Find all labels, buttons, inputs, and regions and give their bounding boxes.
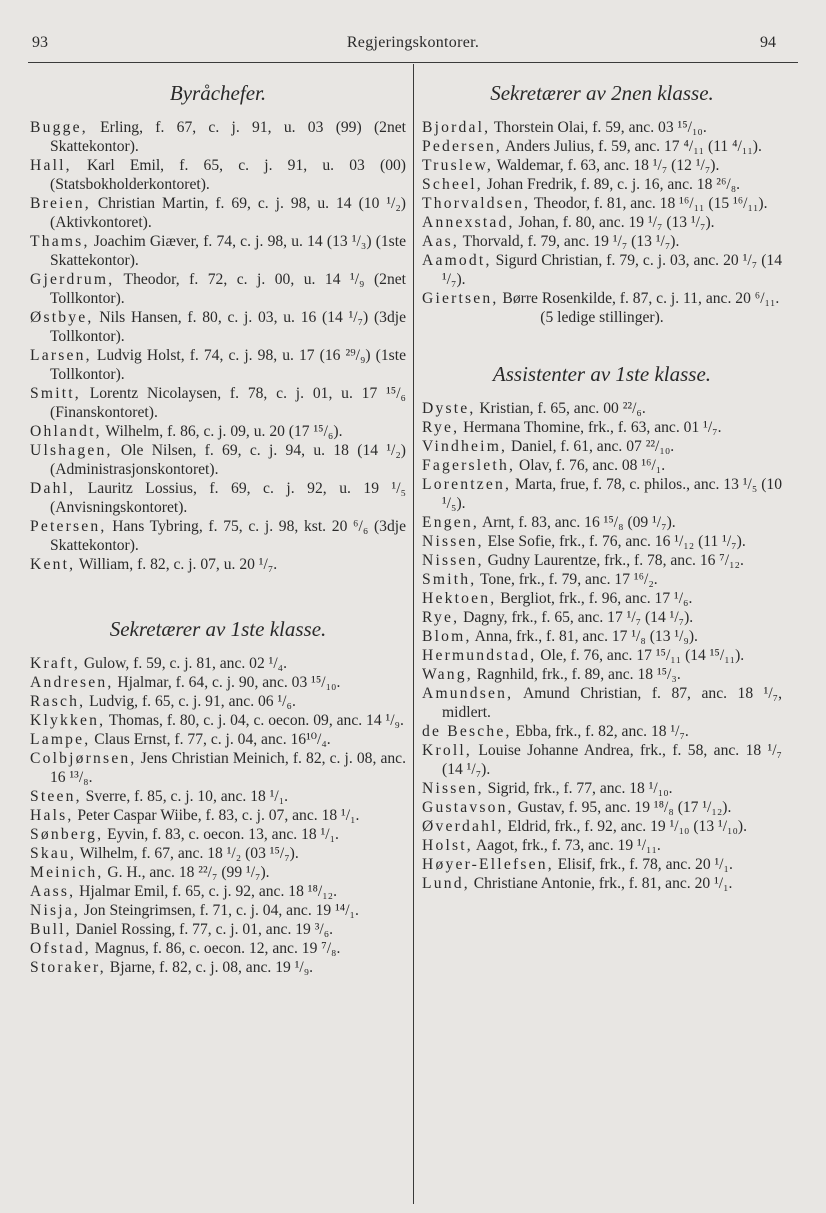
- entry-details: Johan, f. 80, anc. 19 ¹/₇ (13 ¹/₇).: [514, 214, 715, 231]
- section-title-byrachefer: Byråchefer.: [169, 81, 267, 105]
- entry-details: Ludvig, f. 65, c. j. 91, anc. 06 ¹/₆.: [85, 693, 296, 710]
- entry-details: Bjarne, f. 82, c. j. 08, anc. 19 ¹/₉.: [105, 959, 314, 976]
- entry-surname: Truslew,: [422, 157, 494, 174]
- list-entry: [30, 901, 406, 920]
- section-spacer: [422, 327, 782, 359]
- entry-surname: Bjordal,: [422, 119, 491, 136]
- entry-details: Karl Emil, f. 65, c. j. 91, u. 03 (00) (Statsbokholderkontoret).: [50, 157, 406, 193]
- list-entry: [30, 920, 406, 939]
- header-rule: [28, 62, 798, 63]
- list-entry: [30, 118, 406, 156]
- entry-surname: Aas,: [422, 233, 459, 250]
- list-entry: [30, 958, 406, 977]
- section-spacer: [30, 574, 406, 614]
- entry-details: Hermana Thomine, frk., f. 63, anc. 01 ¹/₇.: [459, 419, 722, 436]
- page-number-right: 94: [760, 34, 776, 51]
- entry-surname: Klykken,: [30, 712, 106, 729]
- list-entry: [422, 646, 782, 665]
- list-entry: [422, 232, 782, 251]
- list-entry: [422, 475, 782, 513]
- list-entry: [422, 836, 782, 855]
- list-entry: [422, 532, 782, 551]
- entry-surname: Kent,: [30, 556, 76, 573]
- sekretaerer-1ste-list: [30, 654, 406, 977]
- list-entry: [30, 270, 406, 308]
- entry-details: Waldemar, f. 63, anc. 18 ¹/₇ (12 ¹/₇).: [493, 157, 720, 174]
- entry-details: Louise Johanne Andrea, frk., f. 58, anc. 18 ¹/₇ (14 ¹/₇).: [442, 742, 782, 778]
- entry-surname: Aass,: [30, 883, 76, 900]
- entry-surname: Ofstad,: [30, 940, 91, 957]
- entry-surname: Aamodt,: [422, 252, 492, 269]
- entry-surname: Dyste,: [422, 400, 476, 417]
- list-entry: [422, 798, 782, 817]
- entry-details: Kristian, f. 65, anc. 00 ²²/₆.: [475, 400, 646, 417]
- entry-surname: Larsen,: [30, 347, 92, 364]
- list-entry: [422, 855, 782, 874]
- entry-surname: Fagersleth,: [422, 457, 516, 474]
- entry-details: Wilhelm, f. 67, anc. 18 ¹/₂ (03 ¹⁵/₇).: [76, 845, 299, 862]
- entry-details: Amund Christian, f. 87, anc. 18 ¹/₇, midlert.: [442, 685, 782, 721]
- entry-surname: Ulshagen,: [30, 442, 113, 459]
- section-title-sekretaerer-1ste: Sekretærer av 1ste klasse.: [109, 617, 327, 641]
- vacancy-note: (5 ledige stillinger).: [540, 309, 664, 326]
- entry-surname: Lund,: [422, 875, 470, 892]
- list-entry: [422, 874, 782, 893]
- entry-details: Theodor, f. 81, anc. 18 ¹⁶/₁₁ (15 ¹⁶/₁₁).: [530, 195, 768, 212]
- list-entry: [422, 175, 782, 194]
- entry-surname: Colbjørnsen,: [30, 750, 137, 767]
- list-entry: [422, 608, 782, 627]
- entry-surname: Petersen,: [30, 518, 107, 535]
- entry-details: Anders Julius, f. 59, anc. 17 ⁴/₁₁ (11 ⁴/₁₁).: [502, 138, 762, 155]
- entry-details: Sigurd Christian, f. 79, c. j. 03, anc. 20 ¹/₇ (14 ¹/₇).: [442, 252, 782, 288]
- entry-details: G. H., anc. 18 ²²/₇ (99 ¹/₇).: [103, 864, 270, 881]
- entry-details: Christiane Antonie, frk., f. 81, anc. 20 ¹/₁.: [469, 875, 733, 892]
- entry-surname: Høyer-Ellefsen,: [422, 856, 554, 873]
- entry-details: Ragnhild, frk., f. 89, anc. 18 ¹⁵/₃.: [472, 666, 681, 683]
- assistenter-1ste-list: [422, 399, 782, 893]
- entry-details: Dagny, frk., f. 65, anc. 17 ¹/₇ (14 ¹/₇).: [459, 609, 694, 626]
- entry-surname: Andresen,: [30, 674, 114, 691]
- entry-details: Ebba, frk., f. 82, anc. 18 ¹/₇.: [511, 723, 689, 740]
- list-entry: [422, 513, 782, 532]
- list-entry: [422, 156, 782, 175]
- entry-details: Else Sofie, frk., f. 76, anc. 16 ¹/₁₂ (11 ¹/₇).: [483, 533, 746, 550]
- list-entry: [422, 779, 782, 798]
- list-entry: [30, 825, 406, 844]
- entry-surname: Thorvaldsen,: [422, 195, 531, 212]
- entry-surname: Øverdahl,: [422, 818, 504, 835]
- section-title-assistenter-1ste: Assistenter av 1ste klasse.: [492, 362, 712, 386]
- entry-surname: Skau,: [30, 845, 77, 862]
- entry-details: Ole Nilsen, f. 69, c. j. 94, u. 18 (14 ¹/₂) (Administrasjonskontoret).: [50, 442, 406, 478]
- entry-details: Sverre, f. 85, c. j. 10, anc. 18 ¹/₁.: [81, 788, 289, 805]
- entry-details: Nils Hansen, f. 80, c. j. 03, u. 16 (14 ¹/₇) (3dje Tollkontor).: [50, 309, 406, 345]
- list-entry: [422, 741, 782, 779]
- list-entry: [30, 844, 406, 863]
- list-entry: [422, 118, 782, 137]
- list-entry: [30, 232, 406, 270]
- left-column: [30, 78, 406, 977]
- list-entry: [422, 570, 782, 589]
- list-entry: [30, 308, 406, 346]
- list-entry: [422, 399, 782, 418]
- entry-details: Theodor, f. 72, c. j. 00, u. 14 ¹/₉ (2net Tollkontor).: [50, 271, 406, 307]
- entry-details: Joachim Giæver, f. 74, c. j. 98, u. 14 (13 ¹/₃) (1ste Skattekontor).: [50, 233, 406, 269]
- entry-details: Gudny Laurentze, frk., f. 78, anc. 16 ⁷/₁₂.: [483, 552, 744, 569]
- list-entry: [30, 692, 406, 711]
- entry-surname: Nisja,: [30, 902, 81, 919]
- list-entry: [30, 384, 406, 422]
- list-entry: [30, 479, 406, 517]
- entry-details: Børre Rosenkilde, f. 87, c. j. 11, anc. 20 ⁶/₁₁.: [498, 290, 780, 307]
- list-entry: [422, 817, 782, 836]
- entry-surname: Rye,: [422, 609, 460, 626]
- entry-details: Gustav, f. 95, anc. 19 ¹⁸/₈ (17 ¹/₁₂).: [513, 799, 732, 816]
- entry-details: Peter Caspar Wiibe, f. 83, c. j. 07, anc. 18 ¹/₁.: [73, 807, 360, 824]
- entry-details: Marta, frue, f. 78, c. philos., anc. 13 ¹/₅ (10 ¹/₅).: [442, 476, 782, 512]
- entry-surname: Hals,: [30, 807, 74, 824]
- entry-details: William, f. 82, c. j. 07, u. 20 ¹/₇.: [75, 556, 278, 573]
- entry-surname: Gjerdrum,: [30, 271, 115, 288]
- list-entry: [30, 194, 406, 232]
- list-entry: [422, 456, 782, 475]
- entry-surname: Storaker,: [30, 959, 106, 976]
- list-entry: [30, 882, 406, 901]
- entry-surname: Lorentzen,: [422, 476, 512, 493]
- entry-surname: Engen,: [422, 514, 479, 531]
- entry-surname: Annexstad,: [422, 214, 515, 231]
- entry-surname: Dahl,: [30, 480, 76, 497]
- list-entry: [30, 939, 406, 958]
- entry-details: Thorstein Olai, f. 59, anc. 03 ¹⁵/₁₀.: [490, 119, 707, 136]
- entry-details: Eyvin, f. 83, c. oecon. 13, anc. 18 ¹/₁.: [103, 826, 339, 843]
- entry-surname: Gustavson,: [422, 799, 514, 816]
- section-title-sekretaerer-2nen: Sekretærer av 2nen klasse.: [490, 81, 714, 105]
- entry-details: Jens Christian Meinich, f. 82, c. j. 08, anc. 16 ¹³/₈.: [50, 750, 406, 786]
- entry-surname: Bull,: [30, 921, 72, 938]
- entry-surname: Meinich,: [30, 864, 104, 881]
- list-entry: [30, 346, 406, 384]
- column-divider: [413, 64, 414, 1204]
- list-entry: [422, 627, 782, 646]
- entry-surname: Rasch,: [30, 693, 86, 710]
- entry-details: Aagot, frk., f. 73, anc. 19 ¹/₁₁.: [472, 837, 661, 854]
- entry-details: Ole, f. 76, anc. 17 ¹⁵/₁₁ (14 ¹⁵/₁₁).: [536, 647, 745, 664]
- entry-details: Sigrid, frk., f. 77, anc. 18 ¹/₁₀.: [483, 780, 673, 797]
- entry-details: Hjalmar, f. 64, c. j. 90, anc. 03 ¹⁵/₁₀.: [113, 674, 341, 691]
- list-entry: [30, 422, 406, 441]
- list-entry: [30, 673, 406, 692]
- list-entry: [422, 289, 782, 308]
- entry-details: Tone, frk., f. 79, anc. 17 ¹⁶/₂.: [476, 571, 658, 588]
- byrachefer-list: [30, 118, 406, 574]
- list-entry: [422, 684, 782, 722]
- entry-surname: Sønberg,: [30, 826, 104, 843]
- list-entry: [30, 654, 406, 673]
- entry-surname: Rye,: [422, 419, 460, 436]
- list-entry: [30, 730, 406, 749]
- entry-details: Daniel Rossing, f. 77, c. j. 01, anc. 19 ³/₆.: [71, 921, 334, 938]
- entry-surname: Smitt,: [30, 385, 81, 402]
- entry-surname: Vindheim,: [422, 438, 508, 455]
- entry-surname: Steen,: [30, 788, 82, 805]
- page-header: [0, 34, 826, 58]
- entry-details: Wilhelm, f. 86, c. j. 09, u. 20 (17 ¹⁵/₆).: [101, 423, 343, 440]
- entry-surname: Smith,: [422, 571, 477, 588]
- entry-details: Anna, frk., f. 81, anc. 17 ¹/₈ (13 ¹/₉).: [471, 628, 698, 645]
- list-entry: [422, 722, 782, 741]
- list-entry: [422, 589, 782, 608]
- entry-details: Magnus, f. 86, c. oecon. 12, anc. 19 ⁷/₈.: [90, 940, 341, 957]
- right-column: [422, 78, 782, 893]
- list-entry: [422, 551, 782, 570]
- entry-details: Lauritz Lossius, f. 69, c. j. 92, u. 19 ¹/₅ (Anvisningskontoret).: [50, 480, 406, 516]
- entry-details: Elisif, frk., f. 78, anc. 20 ¹/₁.: [553, 856, 733, 873]
- list-entry: [422, 194, 782, 213]
- list-entry: [30, 806, 406, 825]
- entry-details: Johan Fredrik, f. 89, c. j. 16, anc. 18 ²⁶/₈.: [482, 176, 741, 193]
- entry-surname: Hall,: [30, 157, 72, 174]
- list-entry: [30, 863, 406, 882]
- entry-surname: Nissen,: [422, 533, 484, 550]
- entry-details: Bergliot, frk., f. 96, anc. 17 ¹/₆.: [496, 590, 693, 607]
- entry-surname: Kroll,: [422, 742, 473, 759]
- entry-surname: de Besche,: [422, 723, 512, 740]
- list-entry: [30, 517, 406, 555]
- entry-details: Jon Steingrimsen, f. 71, c. j. 04, anc. 19 ¹⁴/₁.: [80, 902, 359, 919]
- entry-details: Eldrid, frk., f. 92, anc. 19 ¹/₁₀ (13 ¹/₁₀).: [503, 818, 748, 835]
- entry-surname: Bugge,: [30, 119, 88, 136]
- entry-details: Claus Ernst, f. 77, c. j. 04, anc. 16¹⁰/₄.: [90, 731, 331, 748]
- running-title: Regjeringskontorer.: [346, 34, 480, 51]
- entry-surname: Pedersen,: [422, 138, 502, 155]
- list-entry: [422, 213, 782, 232]
- entry-surname: Nissen,: [422, 552, 484, 569]
- list-entry: [422, 418, 782, 437]
- list-entry: [30, 555, 406, 574]
- entry-details: Christian Martin, f. 69, c. j. 98, u. 14 (10 ¹/₂) (Aktivkontoret).: [50, 195, 406, 231]
- entry-surname: Scheel,: [422, 176, 483, 193]
- page-number-left: 93: [32, 34, 48, 51]
- entry-surname: Breien,: [30, 195, 91, 212]
- list-entry: [422, 437, 782, 456]
- list-entry: [30, 749, 406, 787]
- list-entry: [422, 665, 782, 684]
- entry-surname: Holst,: [422, 837, 473, 854]
- entry-surname: Nissen,: [422, 780, 484, 797]
- entry-details: Thorvald, f. 79, anc. 19 ¹/₇ (13 ¹/₇).: [458, 233, 680, 250]
- entry-details: Erling, f. 67, c. j. 91, u. 03 (99) (2net Skattekontor).: [50, 119, 406, 155]
- entry-surname: Ohlandt,: [30, 423, 102, 440]
- entry-details: Hjalmar Emil, f. 65, c. j. 92, anc. 18 ¹⁸/₁₂.: [75, 883, 337, 900]
- list-entry: [30, 711, 406, 730]
- list-entry: [30, 787, 406, 806]
- entry-details: Lorentz Nicolaysen, f. 78, c. j. 01, u. 17 ¹⁵/₆ (Finanskontoret).: [50, 385, 406, 421]
- list-entry: [30, 441, 406, 479]
- entry-surname: Giertsen,: [422, 290, 499, 307]
- entry-details: Gulow, f. 59, c. j. 81, anc. 02 ¹/₄.: [80, 655, 288, 672]
- entry-surname: Thams,: [30, 233, 90, 250]
- entry-details: Ludvig Holst, f. 74, c. j. 98, u. 17 (16 ²⁹/₉) (1ste Tollkontor).: [50, 347, 406, 383]
- list-entry: [422, 251, 782, 289]
- entry-surname: Hektoen,: [422, 590, 497, 607]
- sekretaerer-2nen-list: [422, 118, 782, 308]
- entry-surname: Lampe,: [30, 731, 91, 748]
- entry-details: Thomas, f. 80, c. j. 04, c. oecon. 09, anc. 14 ¹/₉.: [105, 712, 404, 729]
- entry-details: Arnt, f. 83, anc. 16 ¹⁵/₈ (09 ¹/₇).: [478, 514, 676, 531]
- entry-surname: Østbye,: [30, 309, 94, 326]
- entry-surname: Blom,: [422, 628, 472, 645]
- entry-surname: Wang,: [422, 666, 473, 683]
- list-entry: [422, 137, 782, 156]
- entry-surname: Kraft,: [30, 655, 80, 672]
- entry-surname: Amundsen,: [422, 685, 514, 702]
- entry-details: Hans Tybring, f. 75, c. j. 98, kst. 20 ⁶/₆ (3dje Skattekontor).: [50, 518, 406, 554]
- list-entry: [30, 156, 406, 194]
- entry-details: Olav, f. 76, anc. 08 ¹⁶/₁.: [515, 457, 666, 474]
- entry-details: Daniel, f. 61, anc. 07 ²²/₁₀.: [507, 438, 675, 455]
- entry-surname: Hermundstad,: [422, 647, 537, 664]
